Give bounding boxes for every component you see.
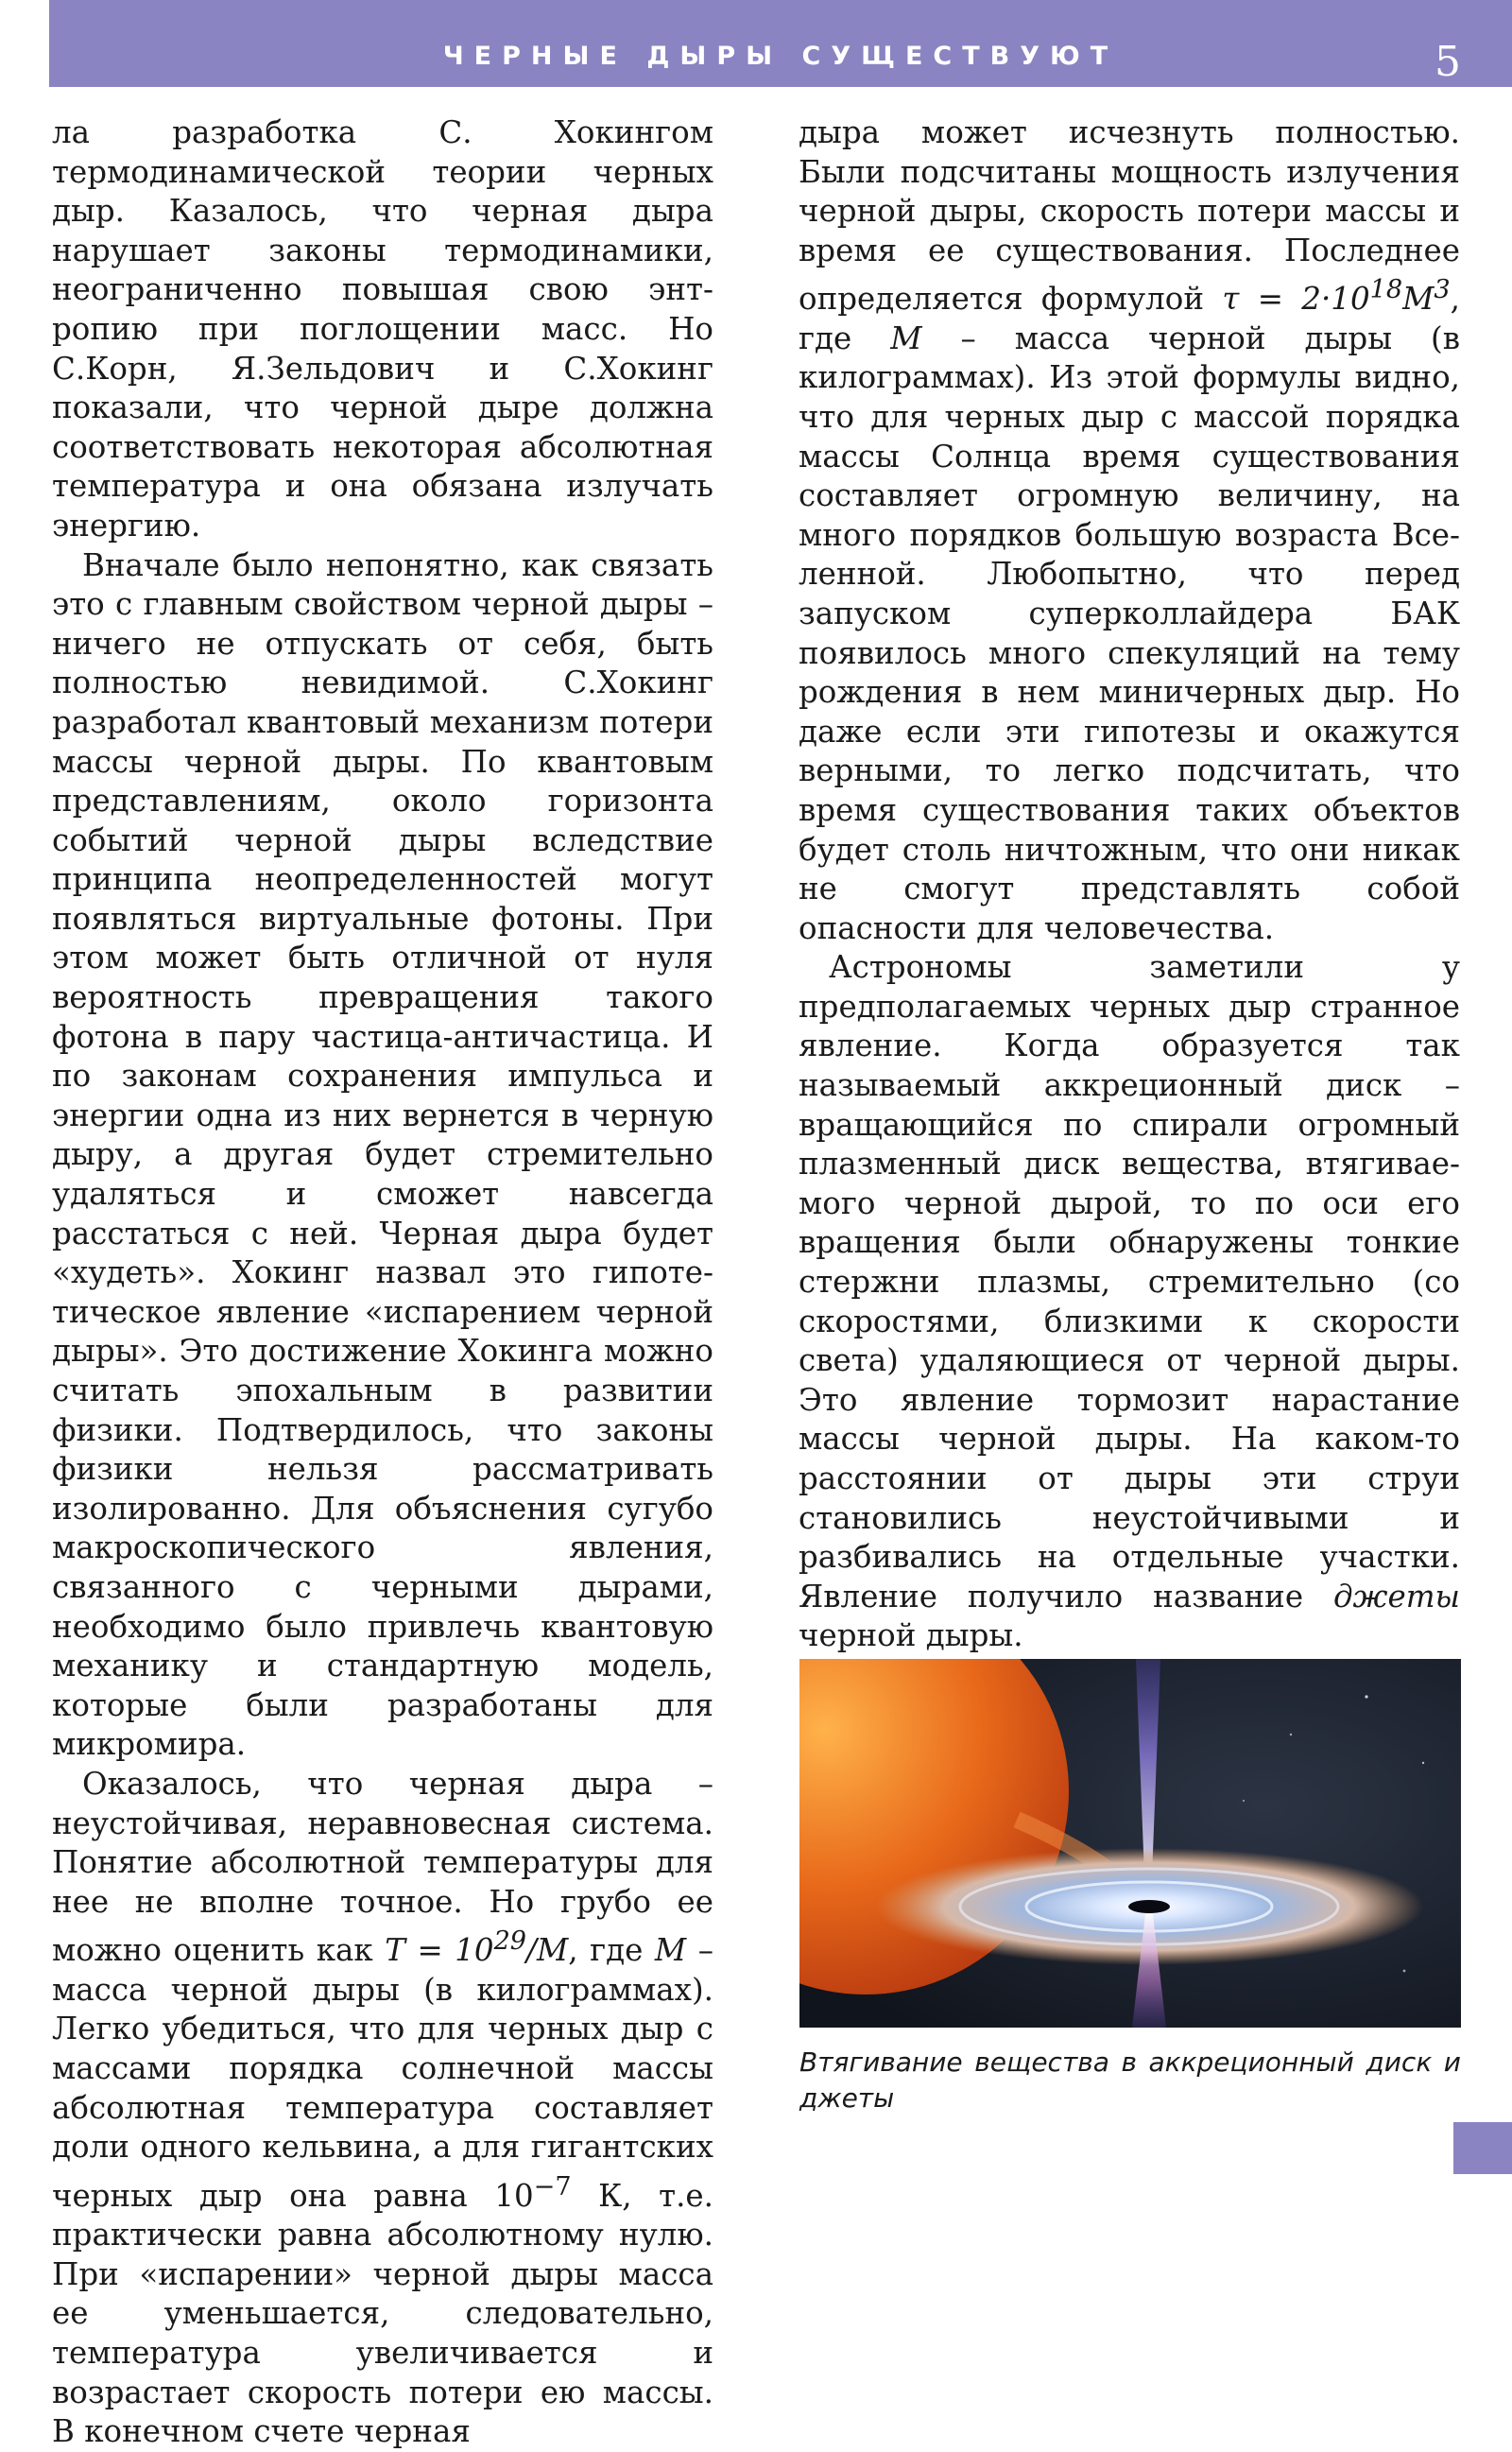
paragraph: Астрономы заметили у предполагаемых черных дыр странное явление. Когда образуется так называемый аккреционный диск – вращающийся по спирали огромный плазменный диск вещества, втягиваемого черной дырой, то по оси его вращения были обнаружены тонкие стержни плазмы, стремительно (со скоростями, близкими к скорости света) удаляющиеся от черной дыры. Это явление тормозит нарастание массы черной дыры. На каком-то расстоянии от дыры эти струи становились неустойчивыми и разбивались на отдельные участки. Явление получило название джеты черной дыры.	[799, 949, 1460, 1654]
left-column	[52, 113, 713, 2452]
page-corner-tab	[1453, 2122, 1512, 2174]
running-title: ЧЕРНЫЕ ДЫРЫ СУЩЕСТВУЮТ	[442, 42, 1119, 71]
formula-temperature: $T = 10^{29}/M$	[385, 1926, 569, 1969]
star-dot	[1403, 1970, 1406, 1973]
black-hole	[1128, 1900, 1170, 1913]
paragraph: Оказалось, что черная дыра – неустойчивая, неравновесная система. Понятие абсолютной температуры для нее не вполне точное. Но грубо ее можно оценить как $T = 10^{29}/M$, где M – масса черной дыры (в килограммах). Легко убедиться, что для черных дыр с массами порядка солнечной массы абсолютная температура составляет доли одного кельвина, а для гигантских черных дыр она равна $10^{-7}$ К, т.е. практически равна абсолютному нулю. При «испарении» черной дыры масса ее уменьшается, следовательно, температура увеличивается и возрастает скорость потери ею массы. В конечном счете черная	[52, 1765, 713, 2450]
star-dot	[1243, 1800, 1245, 1802]
figure-caption: Втягивание вещества в аккреционный диск и джеты	[799, 2046, 1461, 2114]
accretion-disk-illustration	[799, 1659, 1461, 2028]
paragraph: ла разработка С. Хокингом термодинамической теории черных дыр. Казалось, что черная дыра нарушает законы термодинамики, неограниченно повышая свою энтропию при поглощении масс. Но С.Корн, Я.Зельдович и С.Хокинг показали, что черной дыре должна соответствовать некоторая абсолютная температура и она обязана излучать энергию.	[52, 114, 713, 544]
header-bar	[49, 0, 1512, 87]
star-dot	[1290, 1734, 1292, 1735]
star-dot	[1365, 1695, 1367, 1698]
paragraph: дыра может исчезнуть полностью. Были подсчитаны мощность излучения черной дыры, скорость потери массы и время ее существования. Последнее определяется формулой $\tau = 2\cdot 10^{18}M^3$, где M – масса черной дыры (в килограммах). Из этой формулы видно, что для черных дыр с массой порядка массы Солнца время существования составляет огромную величину, на много порядков большую возраста Вселенной. Любопытно, что перед запуском суперколлайдера БАК появилось много спекуляций на тему рождения в нем миничерных дыр. Но даже если эти гипотезы и окажутся верными, то легко подсчитать, что время существования таких объектов будет столь ничтожным, что они никак не смогут представлять собой опасности для человечества.	[799, 114, 1461, 946]
formula-lifetime: $\tau = 2\cdot 10^{18}M^3$	[1222, 275, 1451, 318]
paragraph: Вначале было непонятно, как связать это с главным свойством черной дыры – ничего не отпускать от себя, быть полностью невидимой. С.Хокинг разработал квантовый механизм потери массы черной дыры. По квантовым представлениям, около горизонта событий черной дыры вследствие принципа неопределенностей могут появляться виртуальные фотоны. При этом может быть отличной от нуля вероятность превращения такого фотона в пару частица-античастица. И по законам сохранения импульса и энергии одна из них вернется в черную дыру, а другая будет стремительно удаляться и сможет навсегда расстаться с ней. Черная дыра будет «худеть». Хокинг назвал это гипотетическое явление «испарением черной дыры». Это достижение Хокинга можно считать эпохальным в развитии физики. Подтвердилось, что законы физики нельзя рассматривать изолированно. Для объяснения сугубо макроскопического явления, связанного с черными дырами, необходимо было привлечь квантовую механику и стандартную модель, которые были разработаны для микромира.	[52, 546, 713, 1763]
page-number: 5	[1435, 38, 1461, 86]
term-jets: джеты	[1332, 1578, 1460, 1615]
star-dot	[1422, 1762, 1424, 1764]
right-column	[799, 113, 1460, 1892]
